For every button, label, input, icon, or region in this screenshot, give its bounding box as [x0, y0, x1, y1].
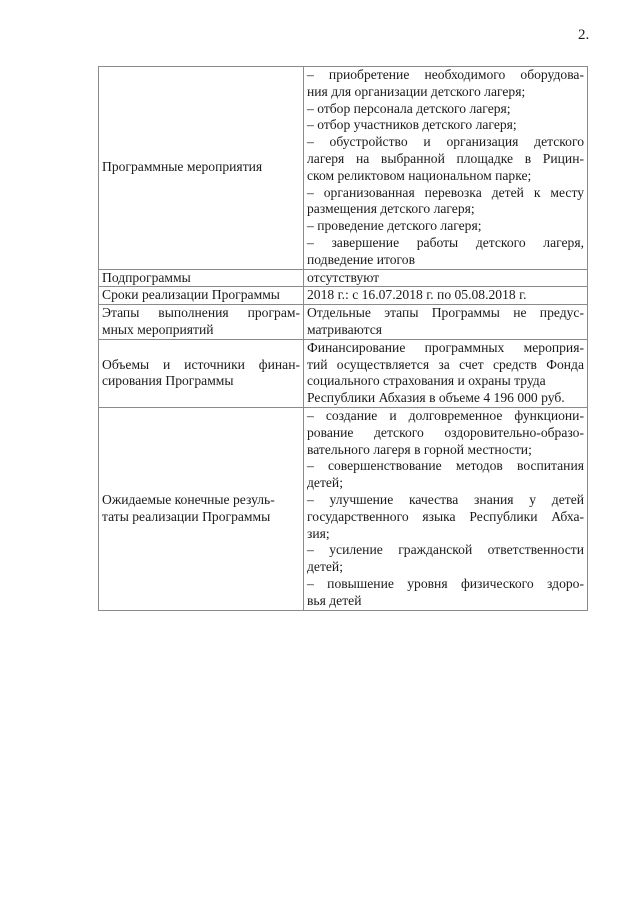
- label-line: Сроки реализации Программы: [102, 287, 280, 303]
- label-line: Ожидаемые конечные резуль-: [102, 491, 275, 507]
- value-line: вья детей: [307, 592, 362, 608]
- row-label: [99, 287, 304, 305]
- value-line: зия;: [307, 525, 330, 541]
- value-line: вательного лагеря в горной местности;: [307, 441, 532, 457]
- label-line: таты реализации Программы: [102, 508, 271, 524]
- label-line: мных мероприятий: [102, 321, 214, 337]
- program-passport-table: [98, 66, 588, 611]
- row-label: [99, 339, 304, 407]
- value-line: ния для организации детского лагеря;: [307, 83, 526, 99]
- value-line: – повышение уровня физического здоро-: [307, 575, 584, 591]
- value-line: – создание и долговременное функциони-: [307, 407, 584, 423]
- value-line: Финансирование программных мероприя-: [307, 339, 584, 355]
- value-line: – завершение работы детского лагеря,: [307, 234, 584, 250]
- row-value: [304, 407, 588, 610]
- row-value: [304, 67, 588, 270]
- table-row-program-activities: [99, 67, 588, 270]
- value-line: – организованная перевозка детей к месту: [307, 184, 584, 200]
- value-line: 2018 г.: с 16.07.2018 г. по 05.08.2018 г.: [307, 287, 527, 303]
- value-line: детей;: [307, 475, 343, 491]
- label-line: Объемы и источники финан-: [102, 356, 300, 372]
- value-line: лагеря на выбранной площадке в Рицин-: [307, 150, 584, 166]
- row-label: [99, 269, 304, 287]
- value-line: рование детского оздоровительно-образо-: [307, 424, 584, 440]
- label-line: Этапы выполнения програм-: [102, 305, 300, 321]
- value-line: Отдельные этапы Программы не предус-: [307, 305, 584, 321]
- row-label: [99, 407, 304, 610]
- value-line: – отбор участников детского лагеря;: [307, 117, 517, 133]
- value-line: подведение итогов: [307, 251, 416, 267]
- row-label: [99, 67, 304, 270]
- value-line: – усиление гражданской ответственности: [307, 542, 584, 558]
- table-row-stages: [99, 305, 588, 340]
- row-value: [304, 339, 588, 407]
- value-line: отсутствуют: [307, 269, 380, 285]
- row-label: [99, 305, 304, 340]
- value-line: государственного языка Республики Абха-: [307, 508, 584, 524]
- row-value: [304, 269, 588, 287]
- table-row-implementation-period: [99, 287, 588, 305]
- row-value: [304, 305, 588, 340]
- row-value: [304, 287, 588, 305]
- value-line: – проведение детского лагеря;: [307, 218, 482, 234]
- value-line: – совершенствование методов воспитания: [307, 458, 584, 474]
- table-row-funding: [99, 339, 588, 407]
- value-line: – улучшение качества знания у детей: [307, 491, 584, 507]
- table-row-expected-results: [99, 407, 588, 610]
- value-line: тий осуществляется за счет средств Фонда: [307, 356, 584, 372]
- label-line: сирования Программы: [102, 373, 234, 389]
- page-number: 2.: [578, 27, 590, 43]
- value-line: ском реликтовом национальном парке;: [307, 167, 532, 183]
- value-line: – обустройство и организация детского: [307, 134, 584, 150]
- value-line: матриваются: [307, 321, 383, 337]
- table-row-subprograms: [99, 269, 588, 287]
- value-line: Республики Абхазия в объеме 4 196 000 руб.: [307, 390, 565, 406]
- value-line: – приобретение необходимого оборудова-: [307, 67, 584, 82]
- value-line: социального страхования и охраны труда: [307, 373, 546, 389]
- label-line: Подпрограммы: [102, 269, 191, 285]
- label-line: Программные мероприятия: [102, 159, 263, 175]
- value-line: детей;: [307, 559, 343, 575]
- value-line: размещения детского лагеря;: [307, 201, 475, 217]
- value-line: – отбор персонала детского лагеря;: [307, 100, 511, 116]
